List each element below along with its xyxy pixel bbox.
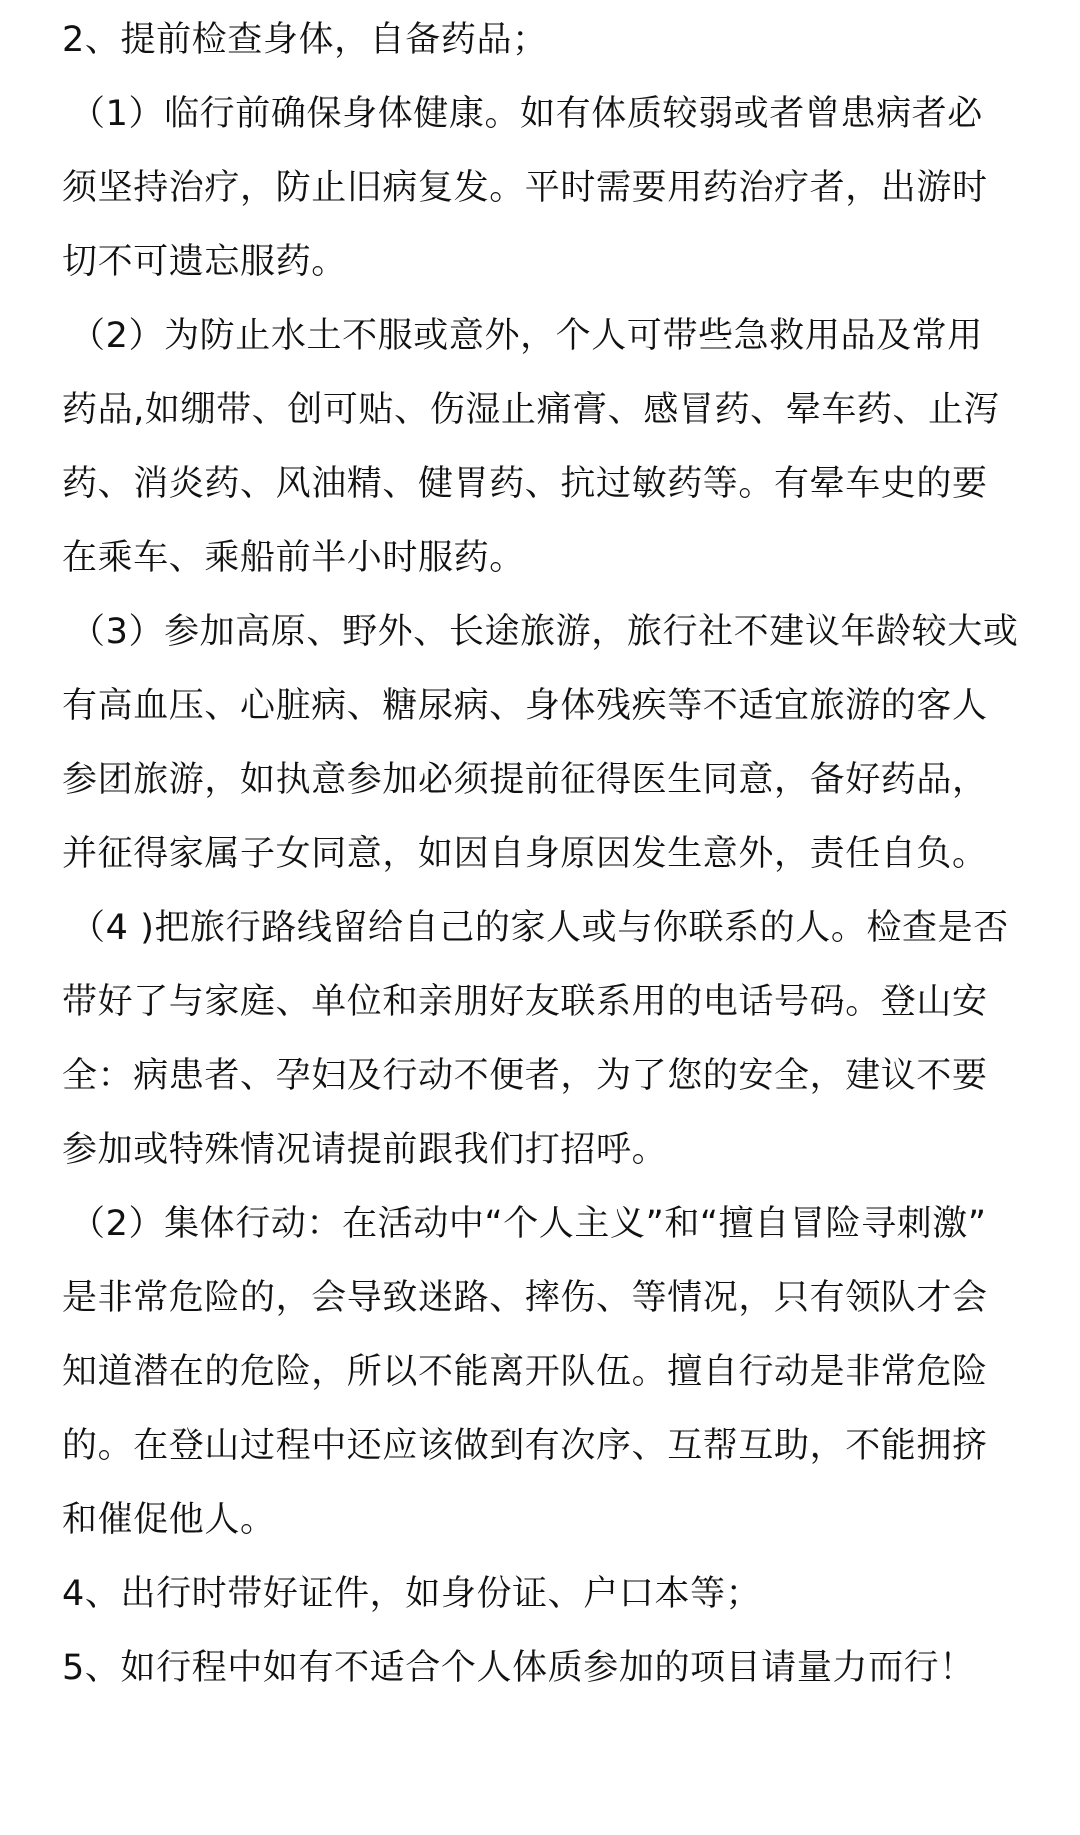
text-line: 全：病患者、孕妇及行动不便者，为了您的安全，建议不要 bbox=[62, 1056, 988, 1096]
text-line: 须坚持治疗，防止旧病复发。平时需要用药治疗者，出游时 bbox=[62, 168, 988, 208]
text-line: 药品,如绷带、创可贴、伤湿止痛膏、感冒药、晕车药、止泻 bbox=[62, 390, 1000, 430]
text-line: （2）集体行动：在活动中“个人主义”和“擅自冒险寻刺激” bbox=[70, 1204, 987, 1244]
text-line: 切不可遗忘服药。 bbox=[62, 242, 347, 282]
text-line: 有高血压、心脏病、糖尿病、身体残疾等不适宜旅游的客人 bbox=[62, 686, 988, 726]
text-line: （1）临行前确保身体健康。如有体质较弱或者曾患病者必 bbox=[70, 94, 983, 134]
text-line: 带好了与家庭、单位和亲朋好友联系用的电话号码。登山安 bbox=[62, 982, 988, 1022]
text-line: （2）为防止水土不服或意外，个人可带些急救用品及常用 bbox=[70, 316, 983, 356]
text-line: 的。在登山过程中还应该做到有次序、互帮互助，不能拥挤 bbox=[62, 1426, 988, 1466]
text-line: 参团旅游，如执意参加必须提前征得医生同意，备好药品， bbox=[62, 760, 988, 800]
text-line: 知道潜在的危险，所以不能离开队伍。擅自行动是非常危险 bbox=[62, 1352, 988, 1392]
text-line: 2、提前检查身体，自备药品； bbox=[62, 20, 548, 60]
text-line: 在乘车、乘船前半小时服药。 bbox=[62, 538, 525, 578]
text-line: 药、消炎药、风油精、健胃药、抗过敏药等。有晕车史的要 bbox=[62, 464, 988, 504]
text-line: 是非常危险的，会导致迷路、摔伤、等情况，只有领队才会 bbox=[62, 1278, 988, 1318]
text-line: （4 )把旅行路线留给自己的家人或与你联系的人。检查是否 bbox=[70, 908, 1009, 948]
text-line: 参加或特殊情况请提前跟我们打招呼。 bbox=[62, 1130, 668, 1170]
text-line: 5、如行程中如有不适合个人体质参加的项目请量力而行！ bbox=[62, 1648, 975, 1688]
text-line: 和催促他人。 bbox=[62, 1500, 276, 1540]
text-line: 4、出行时带好证件，如身份证、户口本等； bbox=[62, 1574, 762, 1614]
text-line: （3）参加高原、野外、长途旅游，旅行社不建议年龄较大或 bbox=[70, 612, 1019, 652]
text-line: 并征得家属子女同意，如因自身原因发生意外，责任自负。 bbox=[62, 834, 988, 874]
